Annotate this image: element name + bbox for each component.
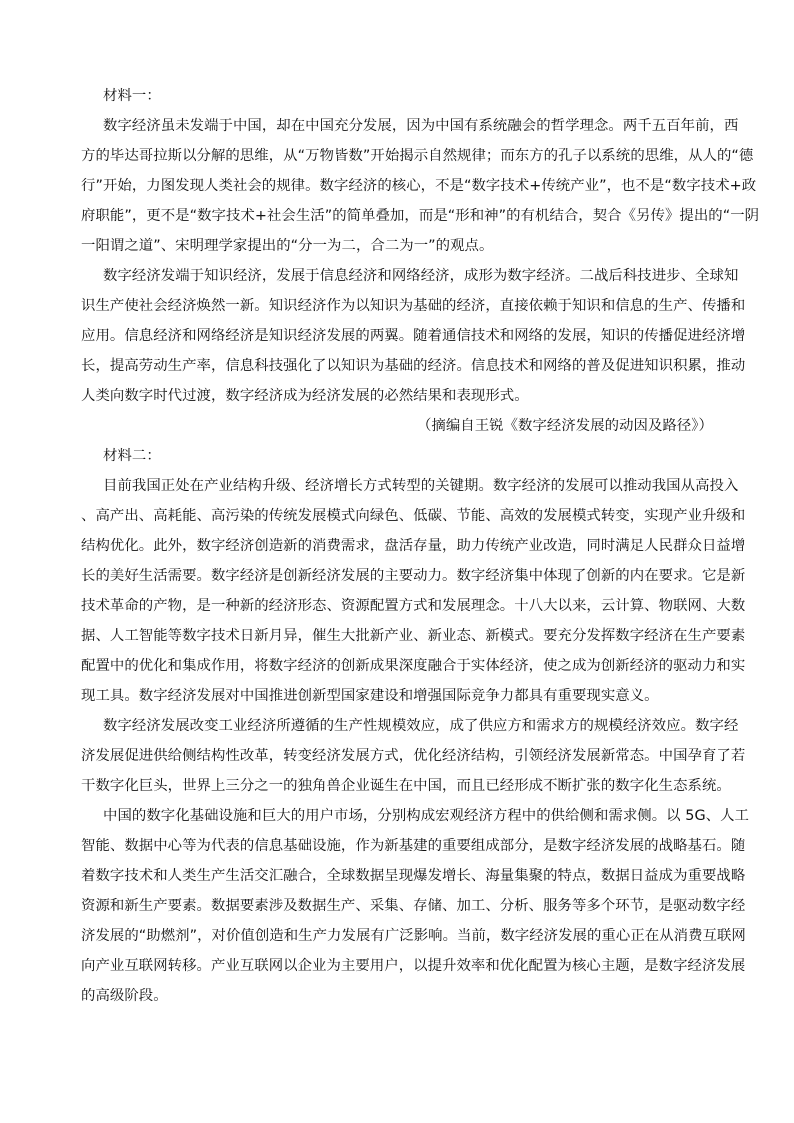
material-two-p1-line: 目前我国正处在产业结构升级、经济增长方式转型的关键期。数字经济的发展可以推动我国从高投入 <box>103 478 739 494</box>
material-two-p3-line: 的高级阶段。 <box>81 988 168 1004</box>
material-one-p1-line: 一阳谓之道”、宋明理学家提出的“分一为二，合二为一”的观点。 <box>81 238 494 254</box>
material-one-heading: 材料一： <box>103 88 161 104</box>
material-two-p3-line: 中国的数字化基础设施和巨大的用户市场，分别构成宏观经济方程中的供给侧和需求侧。以 5G、人工 <box>103 808 749 824</box>
material-one-source: （摘编自王锐《数字经济发展的动因及路径》） <box>416 418 713 434</box>
material-one-p2-line: 识生产使社会经济焕然一新。知识经济作为以知识为基础的经济，直接依赖于知识和信息的生产、传播和 <box>81 298 746 314</box>
material-one-p2-line: 长，提高劳动生产率，信息科技强化了以知识为基础的经济。信息技术和网络的普及促进知识积累，推动 <box>81 358 746 374</box>
material-one-p1-line: 府职能”，更不是“数字技术+社会生活”的简单叠加，而是“形和神”的有机结合，契合《另传》提出的“一阴 <box>81 208 760 224</box>
material-two-p3-line: 智能、数据中心等为代表的信息基础设施，作为新基建的重要组成部分，是数字经济发展的战略基石。随 <box>81 838 746 854</box>
material-two-p2-line: 济发展促进供给侧结构性改革，转变经济发展方式，优化经济结构，引领经济发展新常态。中国孕育了若 <box>81 748 746 764</box>
material-one-p2-line: 人类向数字时代过渡，数字经济成为经济发展的必然结果和表现形式。 <box>81 388 529 404</box>
material-two-p2-line: 干数字化巨头，世界上三分之一的独角兽企业诞生在中国，而且已经形成不断扩张的数字化生态系统。 <box>81 778 731 794</box>
material-two-p3-line: 着数字技术和人类生产生活交汇融合，全球数据呈现爆发增长、海量集聚的特点，数据日益成为重要战略 <box>81 868 746 884</box>
material-two-p3-line: 济发展的“助燃剂”，对价值创造和生产力发展有广泛影响。当前，数字经济发展的重心正在从消费互联网 <box>81 928 746 944</box>
material-one-p1-line: 行”开始，力图发现人类社会的规律。数字经济的核心，不是“数字技术+传统产业”，也不是“数字技术+政 <box>81 178 757 194</box>
material-two-p1-line: 技术革命的产物，是一种新的经济形态、资源配置方式和发展理念。十八大以来，云计算、物联网、大数 <box>81 598 746 614</box>
material-one-p1-line: 数字经济虽未发端于中国，却在中国充分发展，因为中国有系统融会的哲学理念。两千五百年前，西 <box>103 118 739 134</box>
material-two-p1-line: 据、人工智能等数字技术日新月异，催生大批新产业、新业态、新模式。要充分发挥数字经济在生产要素 <box>81 628 746 644</box>
material-two-p3-line: 资源和新生产要素。数据要素涉及数据生产、采集、存储、加工、分析、服务等多个环节，是驱动数字经 <box>81 898 746 914</box>
material-two-p2-line: 数字经济发展改变工业经济所遵循的生产性规模效应，成了供应方和需求方的规模经济效应。数字经 <box>103 718 739 734</box>
material-one-p1-line: 方的毕达哥拉斯以分解的思维，从“万物皆数”开始揭示自然规律；而东方的孔子以系统的思维，从人的“德 <box>81 148 754 164</box>
material-one-p2-line: 应用。信息经济和网络经济是知识经济发展的两翼。随着通信技术和网络的发展，知识的传播促进经济增 <box>81 328 746 344</box>
material-two-p1-line: 现工具。数字经济发展对中国推进创新型国家建设和增强国际竞争力都具有重要现实意义。 <box>81 688 659 704</box>
material-two-p1-line: 结构优化。此外，数字经济创造新的消费需求，盘活存量，助力传统产业改造，同时满足人民群众日益增 <box>81 538 746 554</box>
material-two-p1-line: 配置中的优化和集成作用，将数字经济的创新成果深度融合于实体经济，使之成为创新经济的驱动力和实 <box>81 658 746 674</box>
material-two-p1-line: 长的美好生活需要。数字经济是创新经济发展的主要动力。数字经济集中体现了创新的内在要求。它是新 <box>81 568 746 584</box>
material-two-p1-line: 、高产出、高耗能、高污染的传统发展模式向绿色、低碳、节能、高效的发展模式转变，实现产业升级和 <box>81 508 746 524</box>
material-two-heading: 材料二： <box>103 448 161 464</box>
material-two-p3-line: 向产业互联网转移。产业互联网以企业为主要用户，以提升效率和优化配置为核心主题，是数字经济发展 <box>81 958 746 974</box>
material-one-p2-line: 数字经济发端于知识经济，发展于信息经济和网络经济，成形为数字经济。二战后科技进步、全球知 <box>103 268 739 284</box>
